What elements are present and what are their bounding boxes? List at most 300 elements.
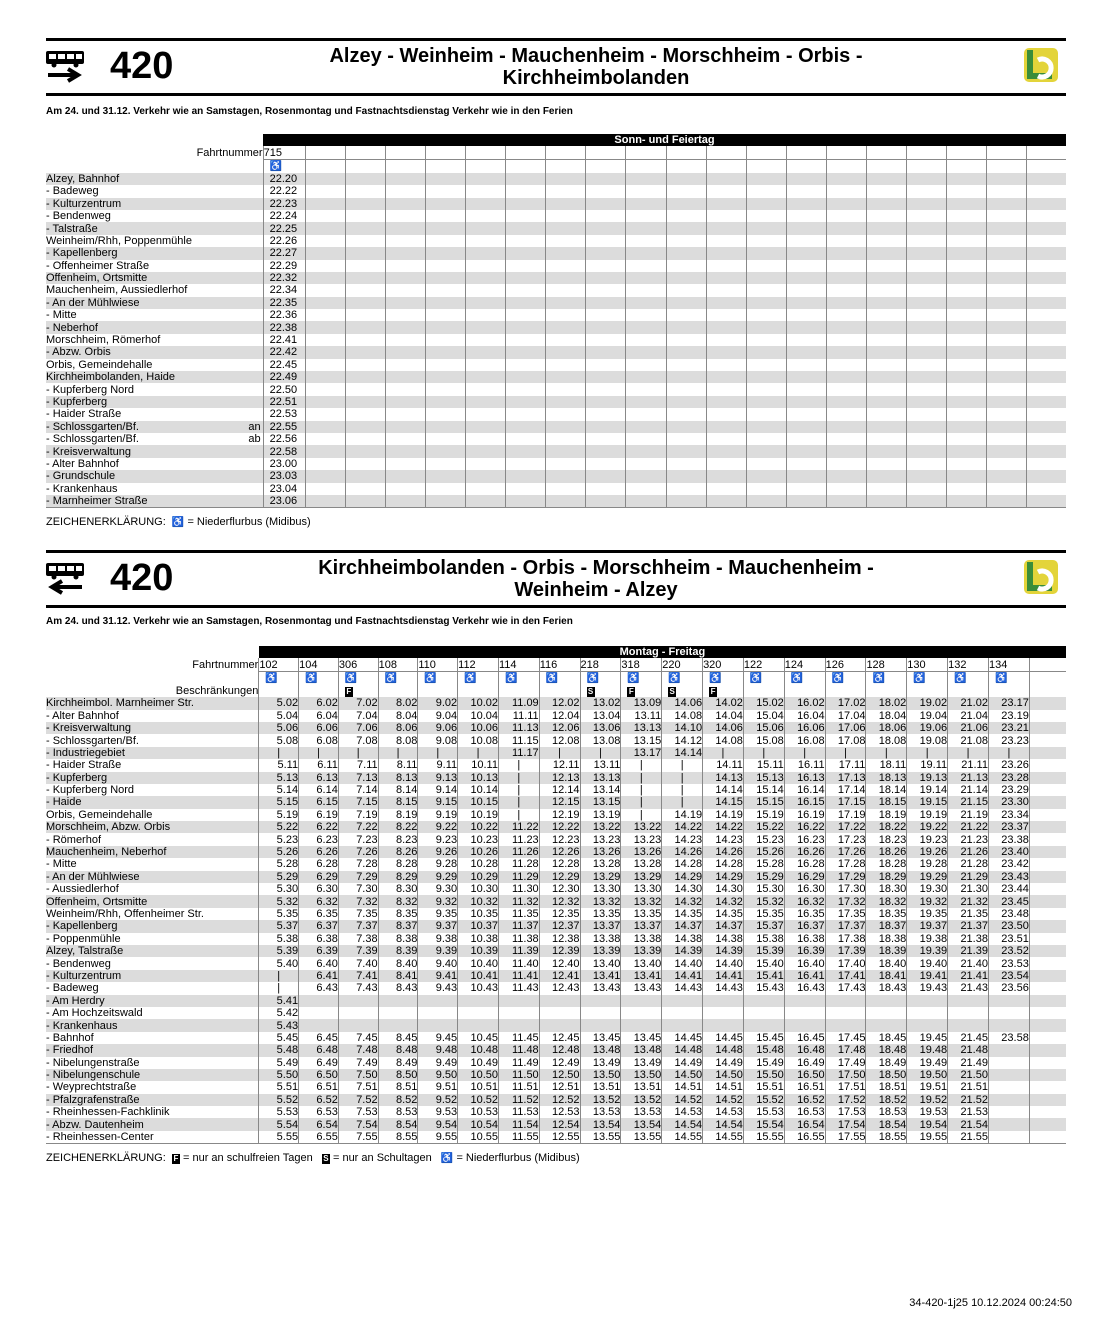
time-cell: 17.19	[825, 809, 866, 821]
time-cell: 9.06	[418, 722, 458, 734]
restriction-cell	[418, 685, 458, 697]
time-cell: 15.19	[743, 809, 784, 821]
time-cell	[866, 433, 906, 445]
time-cell: 9.43	[418, 982, 458, 994]
time-cell	[546, 359, 586, 371]
time-cell: 9.38	[418, 933, 458, 945]
time-cell: 16.35	[784, 908, 825, 920]
time-cell: 21.48	[948, 1044, 989, 1056]
time-cell: 17.54	[825, 1118, 866, 1130]
wheelchair-cell	[784, 671, 825, 685]
time-cell: 10.37	[458, 920, 499, 932]
stop-name	[46, 235, 263, 247]
time-cell: 18.37	[866, 920, 907, 932]
time-cell	[986, 173, 1026, 185]
time-cell: 15.08	[743, 734, 784, 746]
time-cell	[386, 359, 426, 371]
time-cell	[666, 359, 706, 371]
time-cell: |	[988, 747, 1029, 759]
time-cell	[546, 334, 586, 346]
restriction-cell	[784, 685, 825, 697]
time-cell: 19.23	[907, 833, 948, 845]
time-cell: 14.43	[703, 982, 744, 994]
restriction-cell	[299, 685, 339, 697]
time-cell: 18.38	[866, 933, 907, 945]
stop-label: - Bendenweg	[46, 957, 111, 970]
time-cell	[346, 359, 386, 371]
time-cell	[866, 371, 906, 383]
trip-number	[986, 146, 1026, 159]
time-cell	[786, 371, 826, 383]
time-cell	[1029, 895, 1066, 907]
time-cell	[1029, 933, 1066, 945]
stop-name	[46, 470, 263, 482]
time-cell: 9.30	[418, 883, 458, 895]
time-cell: 18.08	[866, 734, 907, 746]
time-cell	[746, 383, 786, 395]
time-cell	[426, 346, 466, 358]
time-cell: 17.28	[825, 858, 866, 870]
time-cell: 10.32	[458, 895, 499, 907]
time-cell: 14.41	[703, 970, 744, 982]
time-cell	[1029, 1106, 1066, 1118]
time-cell: 21.35	[948, 908, 989, 920]
restriction-cell	[1029, 685, 1066, 697]
time-cell: 12.51	[539, 1081, 580, 1093]
time-cell: 7.39	[338, 945, 378, 957]
time-cell	[786, 458, 826, 470]
time-cell	[338, 995, 378, 1007]
time-cell: 12.04	[539, 710, 580, 722]
blank-cell	[46, 646, 259, 658]
time-cell	[506, 396, 546, 408]
trip-number: 112	[458, 658, 499, 671]
wheelchair-icon: ♿	[668, 672, 681, 684]
time-cell: 7.08	[338, 734, 378, 746]
time-cell: 18.55	[866, 1131, 907, 1144]
time-cell	[826, 483, 866, 495]
stop-row	[46, 759, 1066, 771]
time-cell: |	[662, 772, 703, 784]
time-cell: 22.26	[263, 235, 306, 247]
time-cell	[466, 235, 506, 247]
time-cell: 9.28	[418, 858, 458, 870]
stop-name	[46, 710, 259, 722]
time-cell	[586, 383, 626, 395]
time-cell	[666, 210, 706, 222]
time-cell	[426, 433, 466, 445]
time-cell	[743, 1019, 784, 1031]
time-cell	[386, 198, 426, 210]
time-cell	[426, 495, 466, 508]
stop-name	[46, 272, 263, 284]
stop-row	[46, 185, 1066, 197]
time-cell: 14.32	[662, 895, 703, 907]
stop-label: - Friedhof	[46, 1044, 94, 1057]
wheelchair-cell	[986, 159, 1026, 173]
time-cell	[506, 383, 546, 395]
time-cell	[306, 297, 346, 309]
trip-number: 306	[338, 658, 378, 671]
stop-label: - An der Mühlwiese	[46, 870, 140, 883]
time-cell	[907, 1019, 948, 1031]
service-note: Am 24. und 31.12. Verkehr wie an Samstagen, Rosenmontag und Fastnachtsdienstag Verkehr wie in den Ferien	[46, 106, 573, 117]
time-cell	[346, 284, 386, 296]
time-cell	[906, 260, 946, 272]
stop-name	[46, 1032, 259, 1044]
stop-label: - Kreisverwaltung	[46, 722, 131, 735]
time-cell	[706, 260, 746, 272]
time-cell: 12.02	[539, 697, 580, 709]
time-cell: 5.14	[259, 784, 299, 796]
time-cell	[666, 235, 706, 247]
time-cell: 6.23	[299, 833, 339, 845]
time-cell: 13.30	[621, 883, 662, 895]
time-cell: |	[621, 772, 662, 784]
time-cell	[786, 173, 826, 185]
time-cell: 8.40	[378, 957, 418, 969]
time-cell: 8.52	[378, 1094, 418, 1106]
restriction-cell	[948, 685, 989, 697]
time-cell: 17.08	[825, 734, 866, 746]
time-cell	[666, 222, 706, 234]
time-cell: 9.54	[418, 1118, 458, 1130]
time-cell	[626, 284, 666, 296]
time-cell	[506, 247, 546, 259]
time-cell	[786, 495, 826, 508]
time-cell: 5.23	[259, 833, 299, 845]
time-cell	[466, 185, 506, 197]
time-cell: |	[907, 747, 948, 759]
stop-label: - Kupferberg	[46, 771, 108, 784]
time-cell: 9.15	[418, 796, 458, 808]
time-cell: 15.14	[743, 784, 784, 796]
time-cell	[306, 198, 346, 210]
time-cell	[546, 222, 586, 234]
time-cell	[1029, 697, 1066, 709]
time-cell	[426, 321, 466, 333]
time-cell	[299, 1019, 339, 1031]
time-cell: 9.14	[418, 784, 458, 796]
time-cell	[626, 470, 666, 482]
time-cell	[906, 334, 946, 346]
time-cell	[826, 383, 866, 395]
time-cell: 7.40	[338, 957, 378, 969]
time-cell	[706, 445, 746, 457]
arrival-departure-marker: an	[248, 420, 261, 433]
time-cell: 12.26	[539, 846, 580, 858]
time-cell	[1026, 396, 1066, 408]
time-cell	[1029, 995, 1066, 1007]
time-cell: 12.38	[539, 933, 580, 945]
time-cell: 7.11	[338, 759, 378, 771]
time-cell: 13.26	[621, 846, 662, 858]
time-cell: 5.26	[259, 846, 299, 858]
time-cell	[666, 445, 706, 457]
time-cell	[626, 396, 666, 408]
time-cell	[626, 185, 666, 197]
time-cell	[946, 272, 986, 284]
time-cell: 16.13	[784, 772, 825, 784]
stop-name	[46, 359, 263, 371]
time-cell	[706, 383, 746, 395]
time-cell	[906, 222, 946, 234]
time-cell: |	[743, 747, 784, 759]
time-cell	[866, 185, 906, 197]
time-cell	[386, 396, 426, 408]
restriction-cell	[743, 685, 784, 697]
time-cell: 13.54	[580, 1118, 621, 1130]
time-cell	[626, 321, 666, 333]
time-cell: 21.06	[948, 722, 989, 734]
wheelchair-icon: ♿	[384, 672, 398, 684]
time-cell: 14.54	[662, 1118, 703, 1130]
time-cell	[946, 346, 986, 358]
time-cell: 19.28	[907, 858, 948, 870]
restriction-cell	[539, 685, 580, 697]
time-cell: 13.37	[580, 920, 621, 932]
time-cell: 17.52	[825, 1094, 866, 1106]
time-cell	[666, 173, 706, 185]
time-cell	[746, 371, 786, 383]
time-cell	[426, 359, 466, 371]
time-cell: 21.43	[948, 982, 989, 994]
time-cell: 10.08	[458, 734, 499, 746]
time-cell: 17.43	[825, 982, 866, 994]
blank-cell	[46, 159, 263, 173]
time-cell	[1026, 371, 1066, 383]
time-cell: 8.11	[378, 759, 418, 771]
time-cell: 12.32	[539, 895, 580, 907]
time-cell	[546, 371, 586, 383]
time-cell	[826, 198, 866, 210]
time-cell: 9.52	[418, 1094, 458, 1106]
time-cell	[866, 1007, 907, 1019]
time-cell: 17.51	[825, 1081, 866, 1093]
time-cell: 16.19	[784, 809, 825, 821]
time-cell: 5.40	[259, 957, 299, 969]
time-cell: 9.49	[418, 1057, 458, 1069]
time-cell: 14.26	[703, 846, 744, 858]
time-cell	[706, 173, 746, 185]
time-cell: 10.43	[458, 982, 499, 994]
wheelchair-cell	[346, 159, 386, 173]
time-cell	[306, 359, 346, 371]
time-cell	[426, 247, 466, 259]
time-cell: 6.02	[299, 697, 339, 709]
day-header-row	[46, 134, 1066, 146]
wheelchair-cell	[746, 159, 786, 173]
stop-name	[46, 1019, 259, 1031]
time-cell: 9.41	[418, 970, 458, 982]
stop-label: Alzey, Talstraße	[46, 945, 124, 958]
time-cell: 21.22	[948, 821, 989, 833]
time-cell	[306, 272, 346, 284]
stop-name	[46, 945, 259, 957]
time-cell: 15.30	[743, 883, 784, 895]
stop-name	[46, 1094, 259, 1106]
time-cell	[306, 235, 346, 247]
stop-row	[46, 920, 1066, 932]
time-cell: 23.48	[988, 908, 1029, 920]
time-cell	[786, 334, 826, 346]
time-cell	[826, 284, 866, 296]
time-cell: 19.15	[907, 796, 948, 808]
time-cell	[1029, 883, 1066, 895]
time-cell	[586, 408, 626, 420]
stop-label: - Abzw. Orbis	[46, 346, 111, 359]
time-cell	[986, 235, 1026, 247]
time-cell: 23.44	[988, 883, 1029, 895]
time-cell	[546, 297, 586, 309]
time-cell	[346, 383, 386, 395]
time-cell: 17.53	[825, 1106, 866, 1118]
time-cell	[666, 260, 706, 272]
time-cell: 21.29	[948, 871, 989, 883]
time-cell	[666, 185, 706, 197]
time-cell	[746, 284, 786, 296]
stop-row	[46, 858, 1066, 870]
time-cell	[346, 483, 386, 495]
time-cell	[546, 210, 586, 222]
time-cell	[418, 1007, 458, 1019]
wheelchair-cell	[506, 159, 546, 173]
time-cell: 16.37	[784, 920, 825, 932]
time-cell: 5.43	[259, 1019, 299, 1031]
trip-number: 320	[703, 658, 744, 671]
stop-row	[46, 309, 1066, 321]
time-cell: 18.19	[866, 809, 907, 821]
time-cell	[946, 383, 986, 395]
time-cell: 13.40	[621, 957, 662, 969]
time-cell: 13.28	[621, 858, 662, 870]
time-cell: |	[825, 747, 866, 759]
time-cell: 23.29	[988, 784, 1029, 796]
trip-number	[866, 146, 906, 159]
time-cell: 13.09	[621, 697, 662, 709]
stop-label: Offenheim, Ortsmitte	[46, 895, 148, 908]
wheelchair-icon: ♿	[504, 672, 518, 684]
trip-number	[906, 146, 946, 159]
time-cell	[586, 396, 626, 408]
time-cell: 13.22	[621, 821, 662, 833]
time-cell	[506, 309, 546, 321]
time-cell: 12.11	[539, 759, 580, 771]
stop-row	[46, 1094, 1066, 1106]
time-cell	[986, 371, 1026, 383]
time-cell	[706, 458, 746, 470]
time-cell: 17.37	[825, 920, 866, 932]
time-cell: 22.23	[263, 198, 306, 210]
time-cell	[1026, 297, 1066, 309]
time-cell: 10.28	[458, 858, 499, 870]
time-cell	[466, 483, 506, 495]
time-cell	[346, 433, 386, 445]
time-cell: 10.48	[458, 1044, 499, 1056]
restriction-cell	[621, 685, 662, 697]
stop-name	[46, 833, 259, 845]
time-cell	[386, 321, 426, 333]
trip-number: 132	[948, 658, 989, 671]
time-cell: 15.38	[743, 933, 784, 945]
time-cell	[306, 408, 346, 420]
time-cell: 21.38	[948, 933, 989, 945]
time-cell: 8.23	[378, 833, 418, 845]
wheelchair-cell	[907, 671, 948, 685]
time-cell: 16.49	[784, 1057, 825, 1069]
time-cell: 8.28	[378, 858, 418, 870]
time-cell: 6.39	[299, 945, 339, 957]
time-cell	[386, 483, 426, 495]
time-cell: 18.28	[866, 858, 907, 870]
time-cell	[621, 995, 662, 1007]
time-cell	[1029, 710, 1066, 722]
stop-row	[46, 895, 1066, 907]
time-cell	[626, 371, 666, 383]
time-cell	[1029, 784, 1066, 796]
trip-number	[506, 146, 546, 159]
wheelchair-cell	[299, 671, 339, 685]
time-cell	[666, 198, 706, 210]
time-cell	[746, 198, 786, 210]
time-cell: |	[784, 747, 825, 759]
time-cell: 17.22	[825, 821, 866, 833]
time-cell: 7.38	[338, 933, 378, 945]
time-cell: 23.03	[263, 470, 306, 482]
stop-label: - Kulturzentrum	[46, 969, 122, 982]
time-cell	[706, 185, 746, 197]
time-cell	[946, 173, 986, 185]
time-cell: 22.32	[263, 272, 306, 284]
stop-row	[46, 871, 1066, 883]
time-cell: 11.45	[498, 1032, 539, 1044]
time-cell	[906, 483, 946, 495]
time-cell	[906, 421, 946, 433]
time-cell: 14.39	[662, 945, 703, 957]
time-cell: 5.49	[259, 1057, 299, 1069]
time-cell	[586, 433, 626, 445]
time-cell: 14.40	[662, 957, 703, 969]
time-cell: 13.53	[580, 1106, 621, 1118]
time-cell	[498, 995, 539, 1007]
time-cell: 15.11	[743, 759, 784, 771]
time-cell	[825, 1019, 866, 1031]
time-cell	[338, 1007, 378, 1019]
stop-label: Mauchenheim, Aussiedlerhof	[46, 284, 188, 297]
time-cell: 5.53	[259, 1106, 299, 1118]
stop-row	[46, 1044, 1066, 1056]
stop-name	[46, 383, 263, 395]
time-cell	[866, 260, 906, 272]
time-cell	[346, 260, 386, 272]
time-cell: 11.30	[498, 883, 539, 895]
time-cell: 16.45	[784, 1032, 825, 1044]
time-cell: 6.54	[299, 1118, 339, 1130]
time-cell: 17.35	[825, 908, 866, 920]
time-cell: 5.04	[259, 710, 299, 722]
stop-row	[46, 458, 1066, 470]
time-cell	[506, 235, 546, 247]
time-cell	[346, 309, 386, 321]
time-cell	[386, 470, 426, 482]
time-cell	[746, 483, 786, 495]
trip-number	[586, 146, 626, 159]
time-cell: 21.32	[948, 895, 989, 907]
time-cell	[906, 433, 946, 445]
stop-row	[46, 1118, 1066, 1130]
blank-cell	[46, 134, 263, 146]
time-cell	[826, 445, 866, 457]
